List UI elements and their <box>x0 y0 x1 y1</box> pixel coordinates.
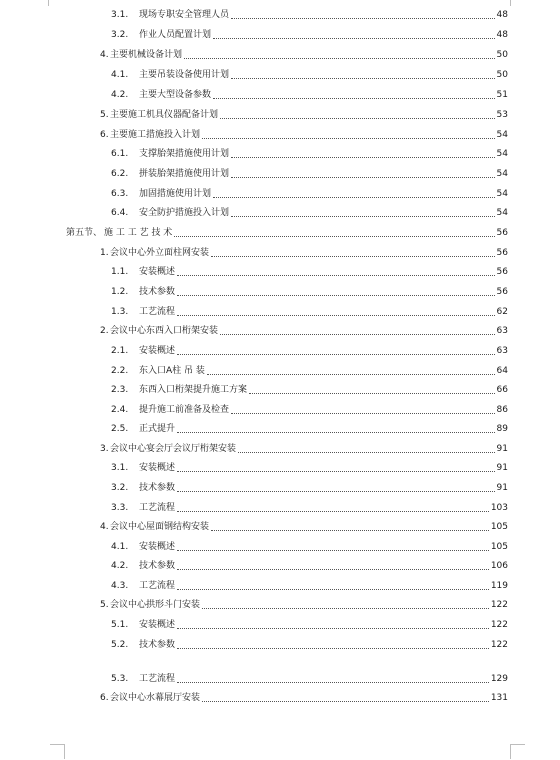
toc-entry-title: 主要吊装设备使用计划 <box>139 70 230 80</box>
toc-entry-title: 安装概述 <box>139 620 176 630</box>
toc-entry-title: 现场专职安全管理人员 <box>139 10 230 20</box>
toc-entry-number: 5. <box>100 110 109 120</box>
toc-dot-leader <box>231 177 495 178</box>
toc-entry-page-number: 64 <box>496 366 508 376</box>
toc-dot-leader <box>249 393 495 394</box>
toc-entry[interactable] <box>100 600 508 611</box>
toc-entry-number: 4.1. <box>111 542 129 552</box>
toc-dot-leader <box>231 413 495 414</box>
toc-entry[interactable] <box>111 463 508 474</box>
toc-entry-number: 2.2. <box>111 366 129 376</box>
toc-dot-leader <box>177 471 495 472</box>
toc-entry[interactable] <box>111 561 508 572</box>
toc-entry[interactable] <box>111 366 508 377</box>
toc-entry-title: 安装概述 <box>139 267 176 277</box>
toc-entry-number: 5. <box>100 600 109 610</box>
toc-entry-title: 安装概述 <box>139 346 176 356</box>
toc-entry-page-number: 54 <box>496 169 508 179</box>
toc-entry[interactable] <box>111 542 508 553</box>
toc-entry-page-number: 86 <box>496 405 508 415</box>
toc-entry-title: 工艺流程 <box>139 674 176 684</box>
toc-entry-page-number: 50 <box>496 50 508 60</box>
toc-entry-title: 作业人员配置计划 <box>139 30 212 40</box>
toc-entry[interactable] <box>111 620 508 631</box>
toc-entry-number: 2.1. <box>111 346 129 356</box>
toc-dot-leader <box>177 648 489 649</box>
toc-entry-title: 技术参数 <box>139 640 176 650</box>
toc-dot-leader <box>231 78 495 79</box>
toc-dot-leader <box>213 197 495 198</box>
toc-entry[interactable] <box>100 50 508 61</box>
toc-entry-title: 安装概述 <box>139 542 176 552</box>
toc-dot-leader <box>177 491 495 492</box>
toc-entry[interactable] <box>111 483 508 494</box>
toc-entry-number: 1.3. <box>111 307 129 317</box>
toc-entry-number: 6. <box>100 130 109 140</box>
toc-dot-leader <box>220 118 495 119</box>
toc-dot-leader <box>177 354 495 355</box>
toc-entry-title: 会议中心东西入口桁架安装 <box>110 326 219 336</box>
toc-entry-title: 工艺流程 <box>139 307 176 317</box>
toc-entry-number: 1.1. <box>111 267 129 277</box>
toc-entry-page-number: 56 <box>496 287 508 297</box>
toc-entry-number: 3.1. <box>111 463 129 473</box>
toc-entry-number: 3. <box>100 444 109 454</box>
toc-entry[interactable] <box>111 385 508 396</box>
toc-dot-leader <box>213 38 495 39</box>
toc-entry-page-number: 89 <box>496 424 508 434</box>
toc-entry-number: 3.1. <box>111 10 129 20</box>
toc-entry-number: 4.3. <box>111 581 129 591</box>
toc-entry-page-number: 66 <box>496 385 508 395</box>
toc-entry-page-number: 56 <box>496 267 508 277</box>
toc-entry-page-number: 122 <box>490 600 508 610</box>
toc-entry-number: 1. <box>100 248 109 258</box>
toc-entry-page-number: 91 <box>496 483 508 493</box>
toc-entry-number: 4.2. <box>111 561 129 571</box>
toc-entry-title: 工艺流程 <box>139 581 176 591</box>
toc-entry-page-number: 54 <box>496 189 508 199</box>
toc-dot-leader <box>207 374 495 375</box>
toc-entry-title: 主要大型设备参数 <box>139 90 212 100</box>
toc-entry-page-number: 56 <box>496 248 508 258</box>
crop-mark-bottom-left <box>50 744 65 759</box>
toc-entry-title: 主要机械设备计划 <box>110 50 183 60</box>
toc-entry[interactable] <box>100 326 508 337</box>
toc-entry-page-number: 105 <box>490 522 508 532</box>
toc-entry[interactable] <box>111 405 508 416</box>
toc-entry-title: 会议中心外立面柱网安装 <box>110 248 210 258</box>
toc-entry-page-number: 54 <box>496 208 508 218</box>
toc-entry[interactable] <box>111 90 508 101</box>
toc-entry[interactable] <box>111 503 508 514</box>
toc-entry[interactable] <box>111 10 508 21</box>
toc-entry[interactable] <box>100 522 508 533</box>
toc-entry[interactable] <box>111 149 508 160</box>
toc-entry-page-number: 51 <box>496 90 508 100</box>
toc-dot-leader <box>174 236 494 237</box>
toc-dot-leader <box>177 275 495 276</box>
toc-entry-page-number: 129 <box>490 674 508 684</box>
toc-entry[interactable] <box>111 30 508 41</box>
toc-entry-number: 2.5. <box>111 424 129 434</box>
toc-entry[interactable] <box>111 70 508 81</box>
toc-entry-title: 技术参数 <box>139 287 176 297</box>
toc-entry-page-number: 62 <box>496 307 508 317</box>
toc-dot-leader <box>177 628 489 629</box>
toc-entry-page-number: 53 <box>496 110 508 120</box>
toc-entry-number: 3.2. <box>111 483 129 493</box>
toc-entry-page-number: 50 <box>496 70 508 80</box>
toc-entry-title: 加固措施使用计划 <box>139 189 212 199</box>
toc-entry-title: 东入口A柱 吊 装 <box>139 366 205 376</box>
toc-entry-number: 5.2. <box>111 640 129 650</box>
toc-entry-page-number: 122 <box>490 640 508 650</box>
toc-dot-leader <box>211 530 489 531</box>
toc-entry-number: 6. <box>100 693 109 703</box>
toc-dot-leader <box>177 569 489 570</box>
toc-entry-page-number: 91 <box>496 444 508 454</box>
toc-dot-leader <box>202 608 489 609</box>
toc-dot-leader <box>220 334 495 335</box>
toc-entry-title: 施 工 工 艺 技 术 <box>104 228 173 238</box>
toc-dot-leader <box>184 58 495 59</box>
toc-entry-title: 提升施工前准备及检查 <box>139 405 230 415</box>
toc-entry[interactable] <box>100 248 508 259</box>
toc-entry[interactable] <box>111 581 508 592</box>
toc-entry[interactable] <box>111 640 508 651</box>
toc-dot-leader <box>177 511 489 512</box>
toc-entry-title: 主要施工措施投入计划 <box>110 130 201 140</box>
toc-entry-title: 东西入口桁架提升施工方案 <box>139 385 248 395</box>
toc-dot-leader <box>177 295 495 296</box>
toc-entry-page-number: 48 <box>496 30 508 40</box>
toc-entry-title: 技术参数 <box>139 483 176 493</box>
toc-dot-leader <box>177 682 489 683</box>
toc-dot-leader <box>177 432 495 433</box>
toc-entry[interactable] <box>100 110 508 121</box>
toc-entry[interactable] <box>111 424 508 435</box>
toc-dot-leader <box>231 216 495 217</box>
toc-dot-leader <box>177 550 489 551</box>
toc-entry-title: 会议中心屋面钢结构安装 <box>110 522 210 532</box>
toc-entry-page-number: 106 <box>490 561 508 571</box>
toc-entry-title: 会议中心水幕展厅安装 <box>110 693 201 703</box>
toc-entry-number: 3.3. <box>111 503 129 513</box>
toc-entry-number: 4. <box>100 50 109 60</box>
toc-entry[interactable] <box>111 307 508 318</box>
toc-entry-title: 技术参数 <box>139 561 176 571</box>
toc-entry-title: 会议中心拱形斗门安装 <box>110 600 201 610</box>
toc-entry[interactable] <box>100 693 508 704</box>
toc-entry[interactable] <box>100 130 508 141</box>
toc-entry-number: 2.4. <box>111 405 129 415</box>
toc-entry-page-number: 105 <box>490 542 508 552</box>
toc-dot-leader <box>177 315 495 316</box>
toc-entry-number: 3.2. <box>111 30 129 40</box>
toc-dot-leader <box>202 138 495 139</box>
toc-entry-number: 1.2. <box>111 287 129 297</box>
toc-entry-number: 4. <box>100 522 109 532</box>
toc-entry-page-number: 91 <box>496 463 508 473</box>
toc-entry-page-number: 122 <box>490 620 508 630</box>
crop-mark-top-right <box>510 0 511 6</box>
toc-entry-title: 工艺流程 <box>139 503 176 513</box>
toc-entry-number: 2.3. <box>111 385 129 395</box>
toc-entry-title: 安全防护措施投入计划 <box>139 208 230 218</box>
toc-dot-leader <box>177 589 489 590</box>
toc-entry[interactable] <box>111 346 508 357</box>
toc-entry[interactable] <box>66 228 508 239</box>
toc-dot-leader <box>211 256 495 257</box>
toc-entry-page-number: 48 <box>496 10 508 20</box>
toc-entry-page-number: 119 <box>490 581 508 591</box>
toc-entry-number: 5.3. <box>111 674 129 684</box>
toc-dot-leader <box>231 18 495 19</box>
toc-entry-title: 主要施工机具仪器配备计划 <box>110 110 219 120</box>
toc-dot-leader <box>202 701 489 702</box>
toc-entry-page-number: 63 <box>496 346 508 356</box>
toc-entry-page-number: 131 <box>490 693 508 703</box>
toc-dot-leader <box>238 452 495 453</box>
toc-entry[interactable] <box>111 189 508 200</box>
toc-entry-title: 会议中心宴会厅会议厅桁架安装 <box>110 444 237 454</box>
toc-entry-number: 6.4. <box>111 208 129 218</box>
toc-entry[interactable] <box>111 169 508 180</box>
toc-entry-page-number: 63 <box>496 326 508 336</box>
toc-dot-leader <box>213 98 495 99</box>
toc-entry-number: 5.1. <box>111 620 129 630</box>
toc-entry-page-number: 56 <box>496 228 508 238</box>
toc-entry-page-number: 103 <box>490 503 508 513</box>
crop-mark-top-left <box>48 0 49 6</box>
toc-dot-leader <box>231 157 495 158</box>
toc-entry[interactable] <box>111 267 508 278</box>
toc-entry-number: 第五节、 <box>66 228 103 238</box>
toc-entry[interactable] <box>111 674 508 685</box>
toc-entry-title: 支撑胎架措施使用计划 <box>139 149 230 159</box>
toc-entry-number: 4.1. <box>111 70 129 80</box>
crop-mark-bottom-right <box>510 744 525 759</box>
toc-entry-title: 拼装胎架措施使用计划 <box>139 169 230 179</box>
toc-entry-number: 6.3. <box>111 189 129 199</box>
toc-entry-title: 正式提升 <box>139 424 176 434</box>
toc-entry-number: 2. <box>100 326 109 336</box>
toc-entry-page-number: 54 <box>496 130 508 140</box>
toc-entry-number: 6.1. <box>111 149 129 159</box>
toc-entry-number: 6.2. <box>111 169 129 179</box>
toc-entry[interactable] <box>100 444 508 455</box>
toc-entry[interactable] <box>111 208 508 219</box>
toc-entry[interactable] <box>111 287 508 298</box>
toc-entry-title: 安装概述 <box>139 463 176 473</box>
toc-entry-page-number: 54 <box>496 149 508 159</box>
toc-entry-number: 4.2. <box>111 90 129 100</box>
